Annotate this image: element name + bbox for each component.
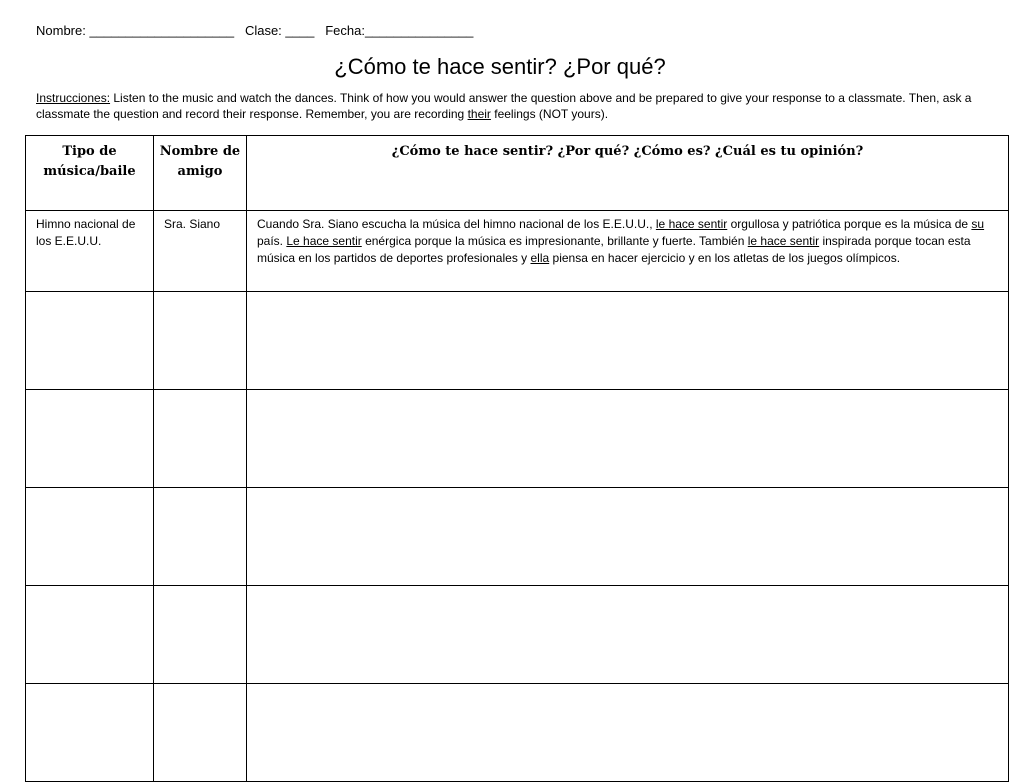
example-tipo: Himno nacional de los E.E.U.U. [26,211,154,292]
blank-cell-respuesta[interactable] [247,488,1009,586]
blank-cell-amigo[interactable] [154,488,247,586]
instructions-label: Instrucciones: [36,91,111,105]
example-text: piensa en hacer ejercicio y en los atletas de los juegos olímpicos. [549,251,901,265]
blank-cell-amigo[interactable] [154,390,247,488]
table-row [26,684,1009,782]
table-header-row [26,136,1009,211]
fecha-label: Fecha: [325,23,365,38]
example-underline: ella [530,251,550,265]
clase-label: Clase: [244,23,282,38]
response-table [25,135,1009,782]
example-underline: su [971,217,985,231]
instructions-text: Listen to the music and watch the dances. Think of how you would answer the question above and be prepared to give your response to a classmate. Then, ask a classmate the question and record their response. Remember, you are recording [36,91,972,121]
blank-cell-amigo[interactable] [154,292,247,390]
example-text: enérgica porque la música es impresionante, brillante y fuerte. También [361,234,748,248]
blank-cell-tipo[interactable] [26,292,154,390]
header-amigo: Nombre de amigo [154,136,247,211]
student-info-line [36,23,473,38]
blank-cell-tipo[interactable] [26,488,154,586]
example-underline: le hace sentir [747,234,820,248]
example-respuesta [247,211,1009,292]
example-amigo: Sra. Siano [154,211,247,292]
table-row [26,488,1009,586]
nombre-label: Nombre: [36,23,86,38]
table-row [26,390,1009,488]
instructions-text-end: feelings (NOT yours). [490,107,609,121]
header-respuesta: ¿Cómo te hace sentir? ¿Por qué? ¿Cómo es? ¿Cuál es tu opinión? [247,136,1009,211]
blank-cell-respuesta[interactable] [247,390,1009,488]
example-text: inspirada porque tocan esta música en los partidos de deportes profesionales y [257,234,971,265]
example-text: país. [257,234,287,248]
page-title: ¿Cómo te hace sentir? ¿Por qué? [334,54,666,79]
blank-cell-tipo[interactable] [26,586,154,684]
example-text: orgullosa y patriótica porque es la música de [727,217,972,231]
instructions-emphasis: their [467,107,491,121]
blank-cell-amigo[interactable] [154,586,247,684]
example-text: Cuando Sra. Siano escucha la música del himno nacional de los E.E.U.U., [257,217,656,231]
header-tipo: Tipo de música/baile [26,136,154,211]
blank-cell-respuesta[interactable] [247,586,1009,684]
nombre-blank[interactable]: ____________________ [89,23,235,38]
table-row [26,586,1009,684]
blank-cell-amigo[interactable] [154,684,247,782]
blank-cell-respuesta[interactable] [247,684,1009,782]
fecha-blank[interactable]: _______________ [364,23,474,38]
instructions [36,90,986,122]
blank-cell-respuesta[interactable] [247,292,1009,390]
example-underline: le hace sentir [655,217,728,231]
example-row [26,211,1009,292]
example-underline: Le hace sentir [286,234,362,248]
table-row [26,292,1009,390]
clase-blank[interactable]: ____ [285,23,315,38]
blank-cell-tipo[interactable] [26,684,154,782]
blank-cell-tipo[interactable] [26,390,154,488]
